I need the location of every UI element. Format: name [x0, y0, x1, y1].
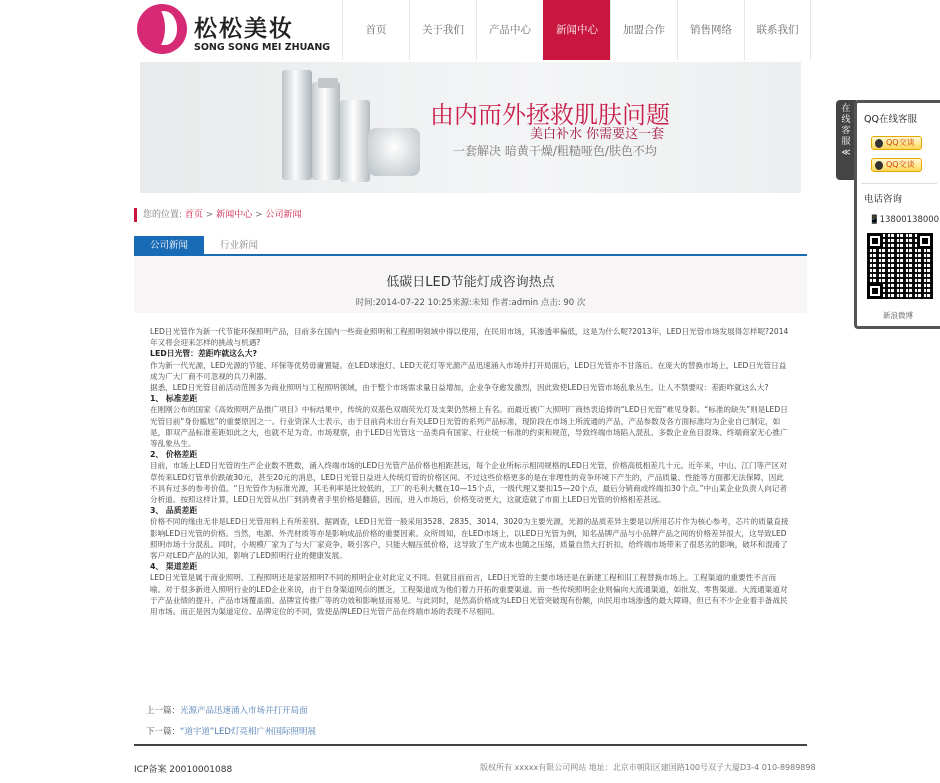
breadcrumb-prefix: 您的位置: — [143, 210, 183, 220]
site-header — [0, 0, 940, 60]
nav-contact[interactable]: 联系我们 — [744, 0, 811, 60]
qq-penguin-icon — [875, 139, 883, 148]
logo-en-text: SONG SONG MEI ZHUANG — [194, 42, 331, 53]
nav-join[interactable]: 加盟合作 — [610, 0, 677, 60]
product-bottle-image — [340, 100, 370, 182]
nav-news[interactable]: 新闻中心 — [543, 0, 610, 60]
service-toggle-tab[interactable] — [836, 100, 856, 180]
qq-chat-label: QQ交谈 — [886, 160, 915, 169]
article-subheading: 3、 品质差距 — [150, 506, 198, 516]
phone-number — [869, 215, 939, 225]
weibo-label[interactable]: 新浪微博 — [883, 311, 913, 320]
nav-home[interactable]: 首页 — [342, 0, 409, 60]
next-article-link[interactable]: “道宇道”LED灯亮相广州国际照明展 — [180, 727, 316, 737]
article-paragraph: 据悉，LED日光管目前活动范围多为商业照明与工程照明领域，由于整个市场需求量日益增加，企业争夺愈发激烈，因此致使LED日光管市场乱象丛生。让人不禁要叹：差距咋就这么大? — [150, 383, 769, 393]
nav-network[interactable]: 销售网络 — [677, 0, 744, 60]
article-subheading: 4、 渠道差距 — [150, 562, 198, 572]
article-panel — [134, 256, 807, 744]
nav-products[interactable]: 产品中心 — [476, 0, 543, 60]
product-cap-image — [318, 78, 338, 88]
footer-copyright: 版权所有 xxxxx有限公司网站 地址：北京市朝阳区建国路100号双子大厦D3-4 010-8989898 — [480, 763, 816, 772]
article-body — [150, 326, 790, 617]
article-meta: 时间:2014-07-22 10:25来源:未知 作者:admin 点击: 90 次 — [355, 298, 586, 308]
qq-chat-label: QQ交谈 — [886, 138, 915, 147]
qq-penguin-icon — [875, 161, 883, 170]
article-subheading: LED日光管：差距咋就这么大? — [150, 349, 258, 359]
product-jar-image — [368, 128, 420, 176]
service-tab-label: 在线客服 — [841, 104, 851, 147]
banner-subtitle: 美白补水 你需要这一套 — [530, 127, 665, 142]
next-article — [146, 722, 316, 743]
service-panel — [854, 100, 940, 329]
article-title: 低碳日LED节能灯成咨询热点 — [386, 275, 555, 290]
customer-service-widget — [836, 100, 940, 330]
breadcrumb-sep: > — [252, 210, 266, 220]
article-paragraph: 价格不同的缘由无非是LED日光管用料上有所差别。据调查，LED日光管一般采用3528、2835、3014、3020为主要光源，光源的品质差异主要是以所用芯片作为核心参考，芯片的质量直接影响LED日光管的价格。当然，电源、外壳材质等亦是影响成品价格的重要因素。众所周知，在LED市场上，以LED日光管为例，知名品牌产品与小品牌产品之间的价格差异很大，这导致LED照明市场十分混乱。同时，小规模厂家为了与大厂家竞争，吸引客户，只能大幅压低价格，这导致了生产成本也随之压缩，质量自然大打折扣，给终端市场带来了很恶劣的影响，破坏和混淆了客户对LED产品的认知，影响了LED照明行业的健康发展。 — [150, 517, 789, 561]
collapse-arrow-icon: ≪ — [841, 148, 851, 158]
article-paragraph: 在刚刚公布的国家《高效照明产品推广项目》中标结果中，传统的双基色双端荧光灯及支架仍然榜上有名。而最近被广大照明厂商热衷追捧的“LED日光管”难见身影。“标准的缺失”则是LED日光管目前“身份尴尬”的重要原因之一。行业资深人士表示，由于目前尚未出台有关LED日光管的系列产品标准，现阶段在市场上所流通的产品，产品参数及各方面标准均为企业自已制定，如是，即双产品标准差距如此之大，也就不足为奇。市场观察，由于LED日光管这一品类尚有国家、行业统一标准的约束和规范，导致终端市场陷入混乱、多数企业鱼目混珠、终端商家无心推广等乱象丛生。 — [150, 405, 788, 449]
article-pagination — [146, 701, 316, 743]
article-subheading: 2、 价格差距 — [150, 450, 198, 460]
product-bottle-image — [312, 82, 340, 180]
prev-label: 上一篇： — [146, 706, 181, 716]
tab-company-news[interactable]: 公司新闻 — [134, 236, 204, 256]
service-divider — [861, 183, 937, 184]
footer-divider — [134, 744, 807, 746]
logo-mark — [137, 4, 187, 54]
footer-icp: ICP备案 20010001088 — [134, 765, 233, 775]
breadcrumb-sep: > — [202, 210, 217, 220]
phone-number-text: 13800138000 — [879, 215, 940, 225]
tab-industry-news[interactable]: 行业新闻 — [219, 240, 258, 251]
article-paragraph: 目前，市场上LED日光管的生产企业数不胜数，涌入终端市场的LED日光管产品价格也相距甚远，每个企业所标示相同规格的LED日光管，价格高低相差几十元。近年来，中山、江门等产区对草传来LED灯管单价跌破30元，甚至20元的消息，LED日光管日益进入传统灯管的价格区间。不过这些价格更多的是在非理性的竞争环境下产生的，产品质量、性能等方面都无法保障，因此不具有过多的参考价值。“日光管作为标准光源，其毛利率是比较低的，工厂的毛利大概在10—15个点，一级代理又要扣15—20个点，最后分销商或终端扣30个点。”中山某企业负责人向记者分析道。按照这样计算，LED日光管从出厂到消费者手里价格是翻倍，因而，进入市场后，价格变动更大，这就造就了市面上LED日光管的价格相差甚远。 — [150, 461, 788, 505]
prev-article — [146, 701, 316, 722]
banner-title: 由内而外拯救肌肤问题 — [430, 101, 670, 129]
product-bottle-image — [282, 70, 312, 180]
article-paragraph: LED日光管是属于商业照明、工程照明还是家居照明?不同的照明企业对此定义不同。但就目前而言，LED日光管的主要市场还是在新建工程和旧工程替换市场上。工程渠道的重要性不言而喻。对于很多新进入照明行业的LED企业来说，由于自身渠道网点的匮乏，工程渠道成为他们着力开拓的重要渠道。而一些传统照明企业则偏向大流通渠道，如批发、零售渠道。大流通渠道对于产品业绩的提升、产品市场覆盖面、品牌宣传推广等的功效和影响显而易见。与此同时，是然高价格成为LED日光管突破现有份额，向民用市场渗透的最大障碍，但已有不少企业着手备战民用市场。而正是因为渠道定位、品牌定位的不同，致使品牌LED日光管产品在终端市场的表现不尽相同。 — [150, 573, 788, 617]
logo[interactable] — [137, 4, 337, 58]
breadcrumb-company-news[interactable]: 公司新闻 — [265, 210, 302, 220]
phone-icon: 📱 — [869, 215, 880, 225]
article-paragraph: LED日光管作为新一代节能环保照明产品，目前多在国内一些商业照明和工程照明领域中得以使用，在民用市场，其渗透率偏低，这是为什么呢?2013年，LED日光管市场发展得怎样呢?2014年又将会迎来怎样的挑战与机遇? — [150, 327, 789, 348]
breadcrumb-news[interactable]: 新闻中心 — [216, 210, 253, 220]
main-nav — [342, 0, 811, 60]
breadcrumb — [134, 208, 302, 222]
qq-chat-button[interactable] — [871, 136, 922, 150]
article-header — [134, 256, 807, 313]
news-tabs — [134, 236, 807, 256]
phone-title: 电话咨询 — [864, 194, 903, 205]
qq-service-title: QQ在线客服 — [864, 114, 917, 125]
prev-article-link[interactable]: 光源产品迅速涌入市场并打开局面 — [180, 706, 308, 716]
hero-banner[interactable] — [140, 62, 801, 193]
qq-chat-button[interactable] — [871, 158, 922, 172]
next-label: 下一篇： — [146, 727, 181, 737]
nav-about[interactable]: 关于我们 — [409, 0, 476, 60]
logo-cn-text: 松松美妆 — [194, 16, 294, 42]
qr-code-image — [867, 233, 933, 299]
article-subheading: 1、 标准差距 — [150, 394, 198, 404]
article-paragraph: 作为新一代光源，LED光源的节能、环保等优势毋庸置疑。在LED球泡灯、LED天花灯等光源产品迅速涌入市场并打开局面后，LED日光管亦不甘落后。在庞大的替换市场上，LED日光管日益成为广大厂商不可忽视的兵刀利器。 — [150, 360, 787, 381]
breadcrumb-home[interactable]: 首页 — [184, 210, 203, 220]
banner-description: 一套解决 暗黄干燥/粗糙哑色/肤色不均 — [453, 144, 657, 158]
